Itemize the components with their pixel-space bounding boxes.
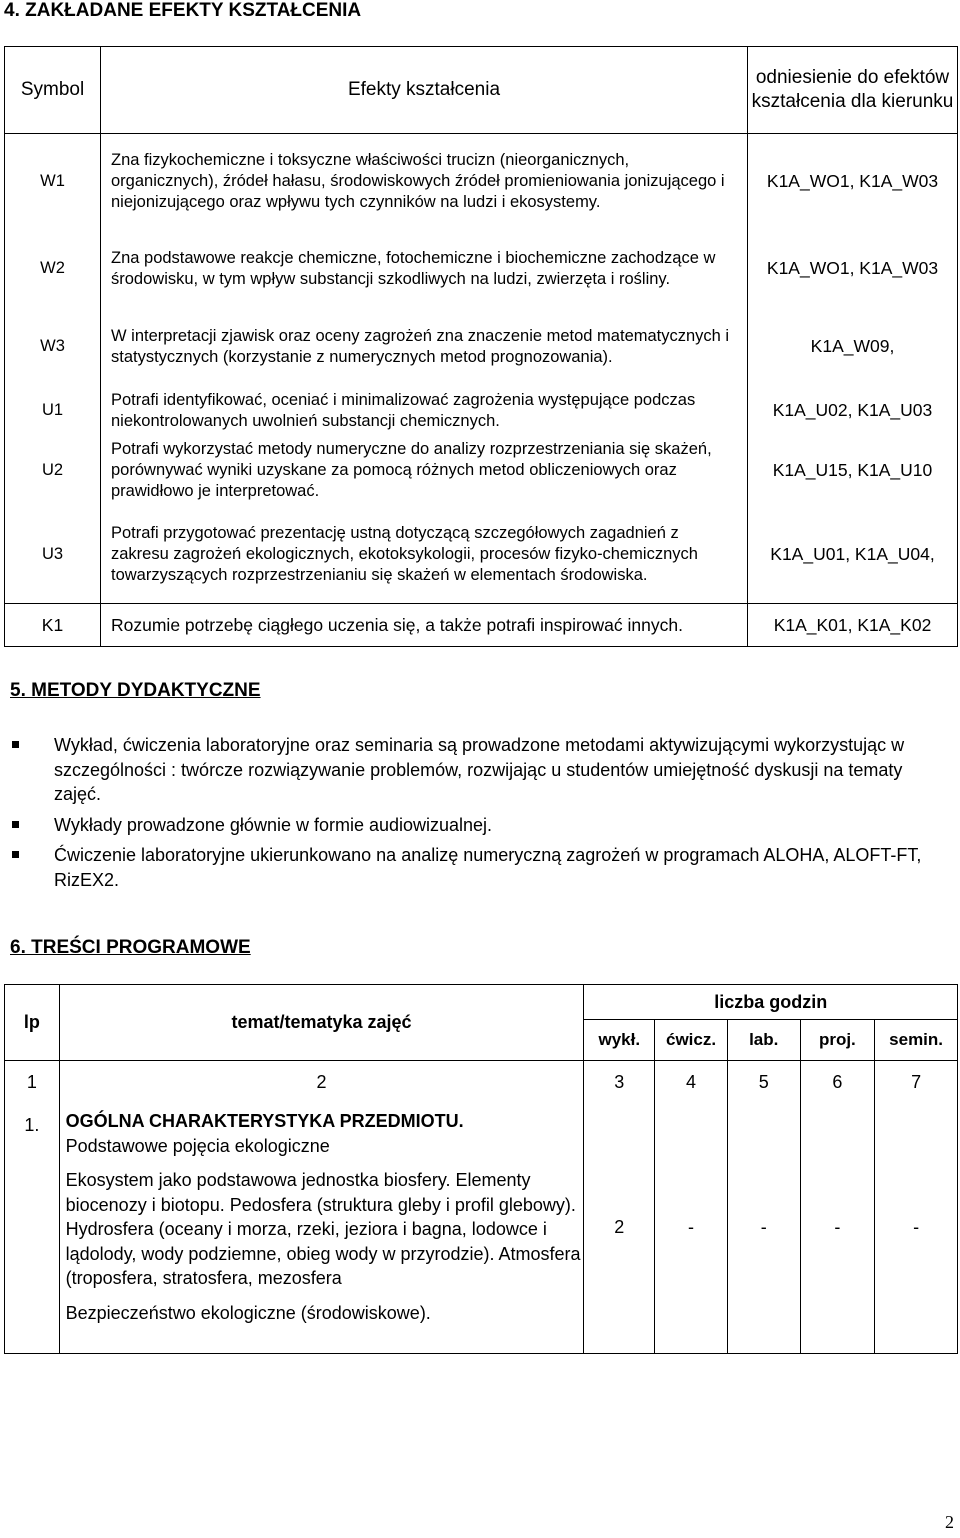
row-text: W interpretacji zjawisk oraz oceny zagrożeń zna znaczenie metod matematycznych i statystycznych (korzystanie z numerycznych metod prognozowania). <box>101 308 748 386</box>
header-hours: liczba godzin <box>584 985 958 1020</box>
header-lp: lp <box>5 985 60 1061</box>
row-ref: K1A_WO1, K1A_W03 <box>748 134 958 230</box>
table-row <box>5 436 958 506</box>
row-ref: K1A_U02, K1A_U03 <box>748 386 958 436</box>
row-symbol: U2 <box>5 436 101 506</box>
topic-line: Ekosystem jako podstawowa jednostka biosfery. Elementy biocenozy i biotopu. Pedosfera (struktura gleby i profil glebowy). Hydrosfera (oceany i morza, rzeki, jeziora i bagna, lodowce i lądolody, wody podziemne, obieg wody w przyrodzie). Atmosfera (troposfera, stratosfera, mezosfera <box>65 1170 581 1288</box>
row-text: Rozumie potrzebę ciągłego uczenia się, a także potrafi inspirować innych. <box>101 604 748 647</box>
column-number: 1 <box>5 1061 60 1104</box>
methods-list <box>12 733 952 892</box>
topic-title: OGÓLNA CHARAKTERYSTYKA PRZEDMIOTU. <box>65 1111 464 1131</box>
row-lecture: 2 <box>584 1103 655 1353</box>
bullet-square-icon <box>12 741 19 748</box>
program-table <box>4 984 958 1354</box>
row-topic <box>59 1103 584 1353</box>
row-symbol: U1 <box>5 386 101 436</box>
row-exercise: - <box>655 1103 728 1353</box>
row-ref: K1A_W09, <box>748 308 958 386</box>
column-number: 4 <box>655 1061 728 1104</box>
column-number: 6 <box>800 1061 875 1104</box>
header-symbol: Symbol <box>5 47 101 134</box>
column-number: 2 <box>59 1061 584 1104</box>
row-symbol: W2 <box>5 230 101 308</box>
row-text: Potrafi identyfikować, oceniać i minimalizować zagrożenia występujące podczas niekontrolowanych uwolnień substancji chemicznych. <box>101 386 748 436</box>
topic-line: Bezpieczeństwo ekologiczne (środowiskowe). <box>65 1302 431 1323</box>
row-symbol: W3 <box>5 308 101 386</box>
bullet-square-icon <box>12 821 19 828</box>
header-effects: Efekty kształcenia <box>101 47 748 134</box>
list-item <box>12 813 952 838</box>
column-numbers-row <box>5 1061 958 1104</box>
row-text: Zna podstawowe reakcje chemiczne, fotochemiczne i biochemiczne zachodzące w środowisku, w tym wpływ substancji szkodliwych na ludzi, zwierzęta i rośliny. <box>101 230 748 308</box>
header-reference: odniesienie do efektów kształcenia dla kierunku <box>748 47 958 134</box>
list-item-text: Wykłady prowadzone głównie w formie audiowizualnej. <box>54 814 493 835</box>
row-lab: - <box>727 1103 800 1353</box>
header-topic: temat/tematyka zajęć <box>59 985 584 1061</box>
table-row <box>5 506 958 604</box>
row-text: Potrafi wykorzystać metody numeryczne do analizy rozprzestrzeniania się skażeń, porównywać wyniki uzyskane za pomocą różnych metod obliczeniowych oraz prawidłowo je interpretować. <box>101 436 748 506</box>
row-symbol: U3 <box>5 506 101 604</box>
table-row <box>5 386 958 436</box>
list-item-text: Wykład, ćwiczenia laboratoryjne oraz seminaria są prowadzone metodami aktywizującymi wykorzystując w szczególności : twórcze rozwiązywanie problemów, rozwijając u studentów umiejętność dyskusji na tematy zajęć. <box>54 735 905 804</box>
row-ref: K1A_U01, K1A_U04, <box>748 506 958 604</box>
header-project: proj. <box>800 1020 875 1061</box>
header-lab: lab. <box>727 1020 800 1061</box>
row-symbol: K1 <box>5 604 101 647</box>
header-lecture: wykł. <box>584 1020 655 1061</box>
row-text: Zna fizykochemiczne i toksyczne właściwości trucizn (nieorganicznych, organicznych), źródeł hałasu, środowiskowych źródeł promieniowania jonizującego i niejonizującego oraz wpływu tych czynników na ludzi i ekosystemy. <box>101 134 748 230</box>
section4-title: 4. ZAKŁADANE EFEKTY KSZTAŁCENIA <box>4 0 362 21</box>
table-row <box>5 134 958 230</box>
row-project: - <box>800 1103 875 1353</box>
row-symbol: W1 <box>5 134 101 230</box>
column-number: 3 <box>584 1061 655 1104</box>
header-seminar: semin. <box>875 1020 958 1061</box>
table-row <box>5 604 958 647</box>
row-ref: K1A_WO1, K1A_W03 <box>748 230 958 308</box>
table-row <box>5 308 958 386</box>
table-row <box>5 1103 958 1353</box>
table-row <box>5 230 958 308</box>
section6-title: 6. TREŚCI PROGRAMOWE <box>10 937 251 958</box>
list-item <box>12 843 952 892</box>
list-item <box>12 733 952 807</box>
row-ref: K1A_K01, K1A_K02 <box>748 604 958 647</box>
column-number: 5 <box>727 1061 800 1104</box>
row-lp: 1. <box>5 1103 60 1353</box>
bullet-square-icon <box>12 851 19 858</box>
page-number: 2 <box>945 1512 954 1532</box>
section5-title: 5. METODY DYDAKTYCZNE <box>10 680 261 701</box>
effects-table <box>4 46 958 647</box>
list-item-text: Ćwiczenie laboratoryjne ukierunkowano na analizę numeryczną zagrożeń w programach ALOHA, ALOFT-FT, RizEX2. <box>54 845 922 890</box>
topic-line: Podstawowe pojęcia ekologiczne <box>65 1135 330 1156</box>
column-number: 7 <box>875 1061 958 1104</box>
row-ref: K1A_U15, K1A_U10 <box>748 436 958 506</box>
header-exercise: ćwicz. <box>655 1020 728 1061</box>
row-seminar: - <box>875 1103 958 1353</box>
row-text: Potrafi przygotować prezentację ustną dotyczącą szczegółowych zagadnień z zakresu zagrożeń ekologicznych, ekotoksykologii, procesów fizyko-chemicznych towarzyszących rozprzestrzenianiu się skażeń w elementach środowiska. <box>101 506 748 604</box>
